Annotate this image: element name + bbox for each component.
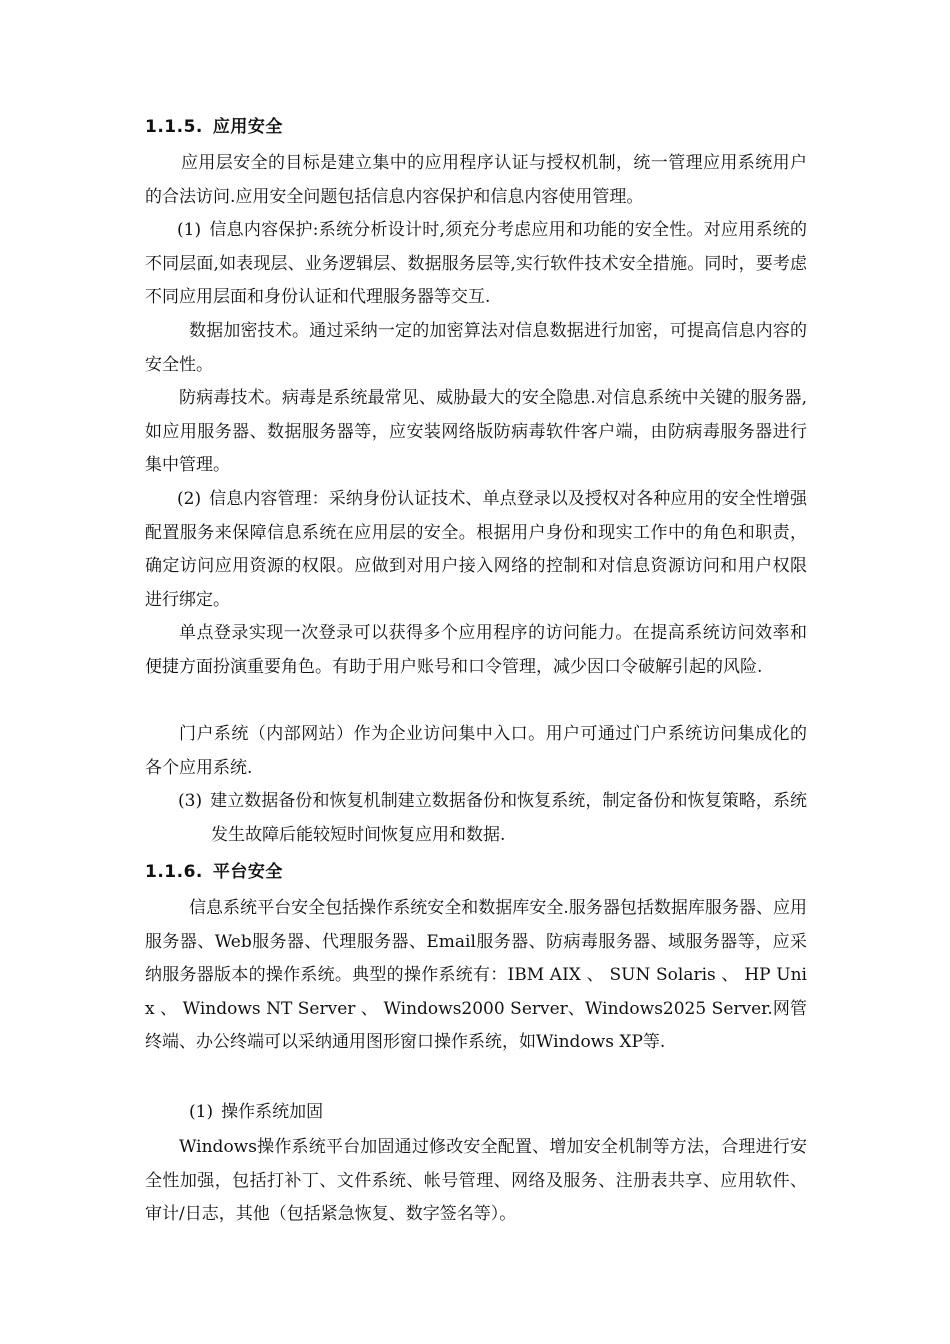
section-heading-1-1-5 [145,115,283,139]
list-number: (1) [177,220,202,240]
section-title: 平台安全 [212,862,283,882]
paragraph-content-management [145,483,807,617]
paragraph-text: 信息内容管理：采纳身份认证技术、单点登录以及授权对各种应用的安全性增强配置服务来保障信息系统在应用层的安全。根据用户身份和现实工作中的角色和职责，确定访问应用资源的权限。应做到对用户接入网络的控制和对信息资源访问和用户权限进行绑定。 [145,489,807,610]
list-number: (2) [177,489,202,509]
paragraph-platform-security: 信息系统平台安全包括操作系统安全和数据库安全.服务器包括数据库服务器、应用服务器、Web服务器、代理服务器、Email服务器、防病毒服务器、域服务器等，应采纳服务器版本的操作系统。典型的操作系统有：IBM AIX 、 SUN Solaris 、 HP Unix 、 Windows NT Server 、 Windows2000 Server、Windows2025 Server.网管终端、办公终端可以采纳通用图形窗口操作系统，如Windows XP等. [145,898,807,1052]
section-number: 1.1.5. [145,117,203,137]
paragraph-app-security-intro: 应用层安全的目标是建立集中的应用程序认证与授权机制，统一管理应用系统用户的合法访问.应用安全问题包括信息内容保护和信息内容使用管理。 [145,153,807,207]
paragraph-portal-system: 门户系统（内部网站）作为企业访问集中入口。用户可通过门户系统访问集成化的各个应用系统. [145,724,807,778]
list-number: (3) [178,791,203,811]
paragraph-data-encryption: 数据加密技术。通过采纳一定的加密算法对信息数据进行加密，可提高信息内容的安全性。 [145,321,807,375]
list-number: (1) [189,1102,214,1122]
paragraph-text: 信息内容保护:系统分析设计时,须充分考虑应用和功能的安全性。对应用系统的不同层面,如表现层、业务逻辑层、数据服务层等,实行软件技术安全措施。同时，要考虑不同应用层面和身份认证和代理服务器等交互. [145,220,807,307]
paragraph-backup-recovery [178,785,807,852]
paragraph-text: 建立数据备份和恢复机制建立数据备份和恢复系统，制定备份和恢复策略，系统发生故障后能较短时间恢复应用和数据. [210,791,807,845]
paragraph-content-protection [145,214,807,315]
section-title: 应用安全 [212,117,283,137]
paragraph-os-hardening-heading [145,1096,807,1130]
paragraph-single-sign-on: 单点登录实现一次登录可以获得多个应用程序的访问能力。在提高系统访问效率和便捷方面扮演重要角色。有助于用户账号和口令管理，减少因口令破解引起的风险. [145,623,807,677]
paragraph-antivirus: 防病毒技术。病毒是系统最常见、威胁最大的安全隐患.对信息系统中关键的服务器,如应用服务器、数据服务器等，应安装网络版防病毒软件客户端，由防病毒服务器进行集中管理。 [145,388,807,475]
section-number: 1.1.6. [145,862,203,882]
section-heading-1-1-6 [145,860,283,884]
paragraph-windows-hardening: Windows操作系统平台加固通过修改安全配置、增加安全机制等方法，合理进行安全性加强，包括打补丁、文件系统、帐号管理、网络及服务、注册表共享、应用软件、审计/日志，其他（包括紧急恢复、数字签名等）。 [145,1137,807,1224]
paragraph-text: 操作系统加固 [221,1102,324,1122]
